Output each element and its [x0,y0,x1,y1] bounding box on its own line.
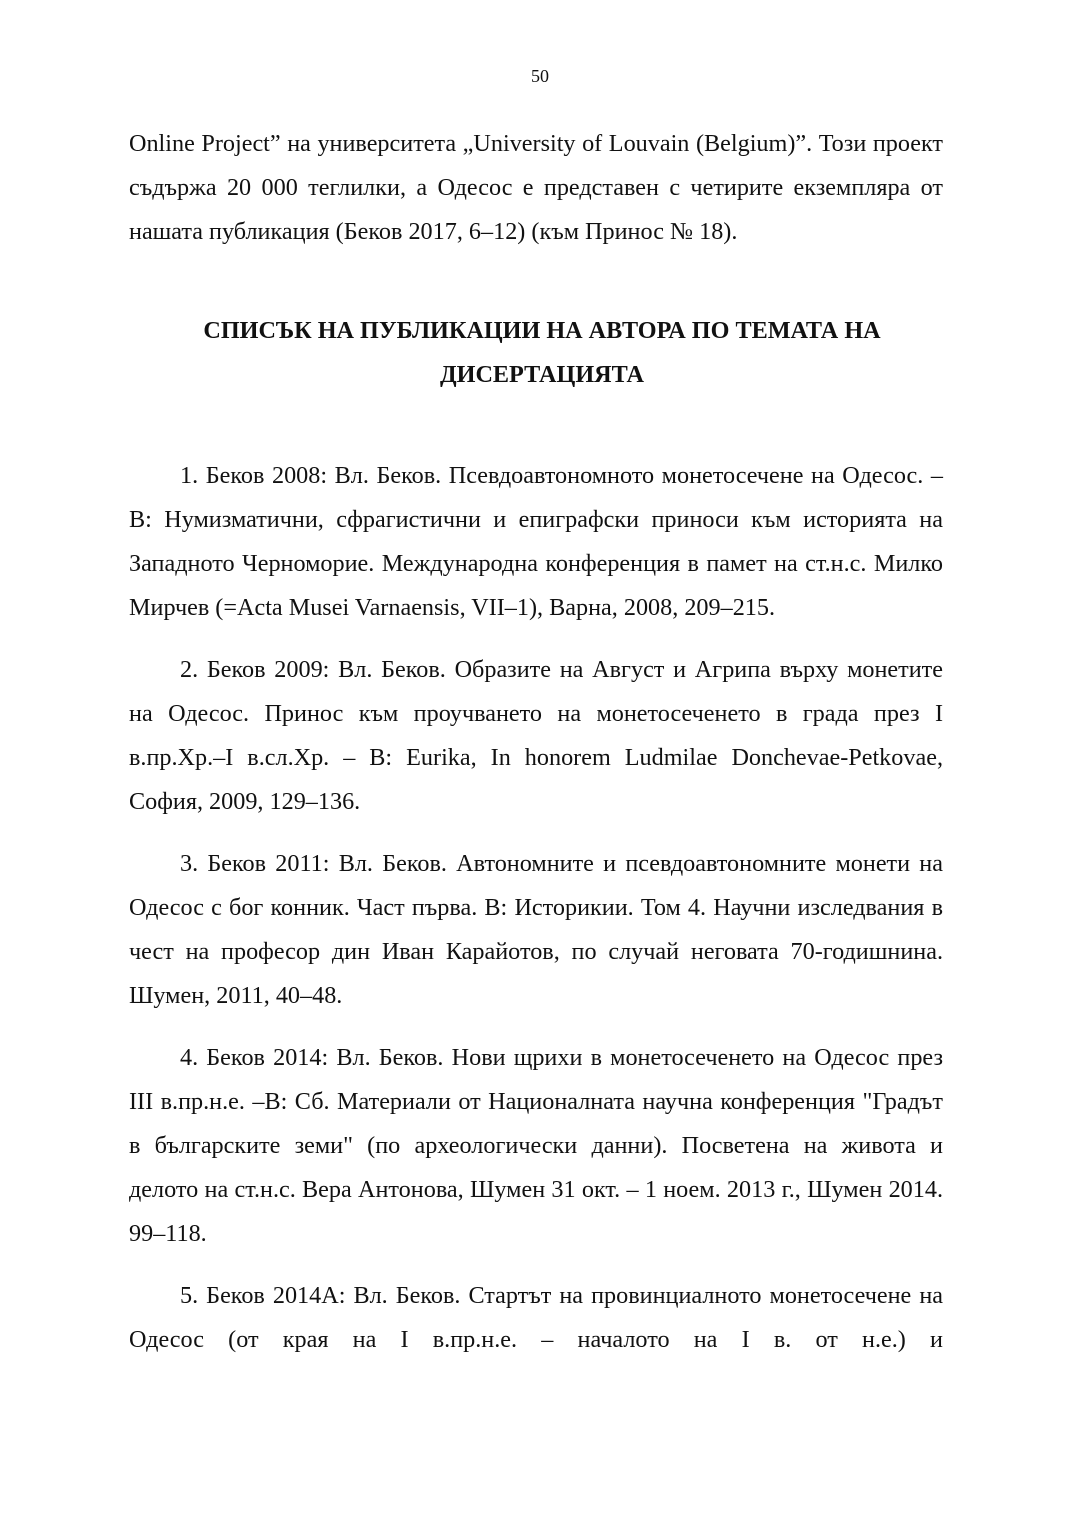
publication-list [129,454,943,1362]
publication-item-5: 5. Беков 2014А: Вл. Беков. Стартът на провинциалното монетосечене на Одесос (от края на I в.пр.н.е. – началото на I в. от н.е.) и [129,1282,943,1353]
page-content [129,122,943,1380]
intro-paragraph: Online Project” на университета „University of Louvain (Belgium)”. Този проект съдържа 20 000 теглилки, а Одесос е представен с четирите екземпляра от нашата публикация (Беков 2017, 6–12) (към Принос № 18). [129,130,943,245]
section-heading-line-1: СПИСЪК НА ПУБЛИКАЦИИ НА АВТОРА ПО ТЕМАТА НА [203,317,881,344]
section-heading-line-2: ДИСЕРТАЦИЯТА [439,361,644,388]
page-number: 50 [531,66,549,86]
publication-item-1: 1. Беков 2008: Вл. Беков. Псевдоавтономното монетосечене на Одесос. – В: Нумизматични, сфрагистични и епиграфски приноси към историята на Западното Черноморие. Международна конференция в памет на ст.н.с. Милко Мирчев (=Acta Musei Varnaensis, VII–1), Варна, 2008, 209–215. [129,462,943,621]
publication-item-4: 4. Беков 2014: Вл. Беков. Нови щрихи в монетосеченето на Одесос през III в.пр.н.е. –В: Сб. Материали от Националната научна конференция "Градът в българските земи" (по археологически данни). Посветена на живота и делото на ст.н.с. Вера Антонова, Шумен 31 окт. – 1 ноем. 2013 г., Шумен 2014. 99–118. [129,1044,943,1247]
publication-item-3: 3. Беков 2011: Вл. Беков. Автономните и псевдоавтономните монети на Одесос с бог конник. Част първа. В: Историкии. Том 4. Научни изследвания в чест на професор дин Иван Карайотов, по случай неговата 70-годишнина. Шумен, 2011, 40–48. [129,850,943,1009]
section-heading [129,309,943,397]
publication-item-2: 2. Беков 2009: Вл. Беков. Образите на Август и Агрипа върху монетите на Одесос. Принос към проучването на монетосеченето в града през I в.пр.Хр.–I в.сл.Хр. – В: Eurika, In honorem Ludmilae Donchevae-Petkovae, София, 2009, 129–136. [129,656,943,815]
